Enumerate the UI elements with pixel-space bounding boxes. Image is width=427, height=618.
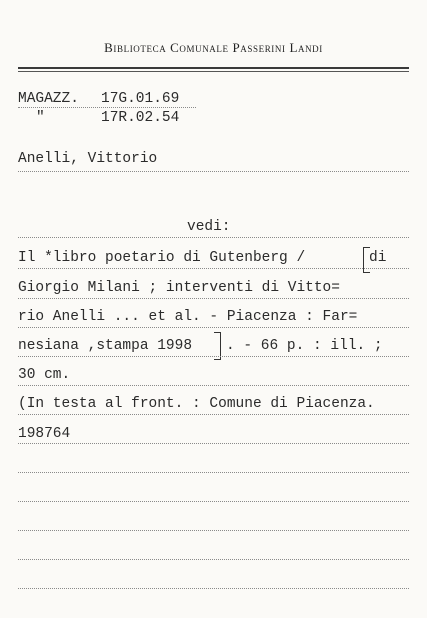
dotted-line — [18, 501, 409, 502]
header-rule-bottom — [18, 71, 409, 72]
entry-line: Giorgio Milani ; interventi di Vitto= — [18, 280, 340, 296]
dotted-line — [18, 530, 409, 531]
entry-line: . - 66 p. : ill. ; — [226, 338, 383, 354]
dotted-line — [18, 268, 409, 269]
entry-line: (In testa al front. : Comune di Piacenza. — [18, 396, 375, 412]
dotted-line — [18, 327, 409, 328]
ditto-mark: " — [36, 110, 45, 126]
dotted-line — [18, 356, 409, 357]
dotted-line — [18, 588, 409, 589]
entry-line: di — [369, 250, 387, 266]
shelfmark-value: 17G.01.69 — [101, 91, 180, 107]
author-heading: Anelli, Vittorio — [18, 151, 158, 167]
shelfmark-label: MAGAZZ. — [18, 91, 79, 107]
dotted-line — [18, 171, 409, 172]
dotted-line — [18, 385, 409, 386]
entry-line: 198764 — [18, 426, 71, 442]
library-name: Biblioteca Comunale Passerini Landi — [104, 40, 323, 55]
header-rule-top — [18, 67, 409, 69]
dotted-line — [18, 443, 409, 444]
dotted-line — [18, 237, 409, 238]
dotted-line — [18, 472, 409, 473]
entry-line: Il *libro poetario di Gutenberg / — [18, 250, 314, 266]
dotted-line — [18, 298, 409, 299]
entry-line: 30 cm. — [18, 367, 71, 383]
entry-line: rio Anelli ... et al. - Piacenza : Far= — [18, 309, 358, 325]
dotted-line — [18, 414, 409, 415]
dotted-line — [18, 559, 409, 560]
shelfmark-value-2: 17R.02.54 — [101, 110, 180, 126]
see-reference-label: vedi: — [187, 219, 231, 235]
dotted-line — [18, 107, 196, 108]
entry-line: nesiana ,stampa 1998 — [18, 338, 193, 354]
